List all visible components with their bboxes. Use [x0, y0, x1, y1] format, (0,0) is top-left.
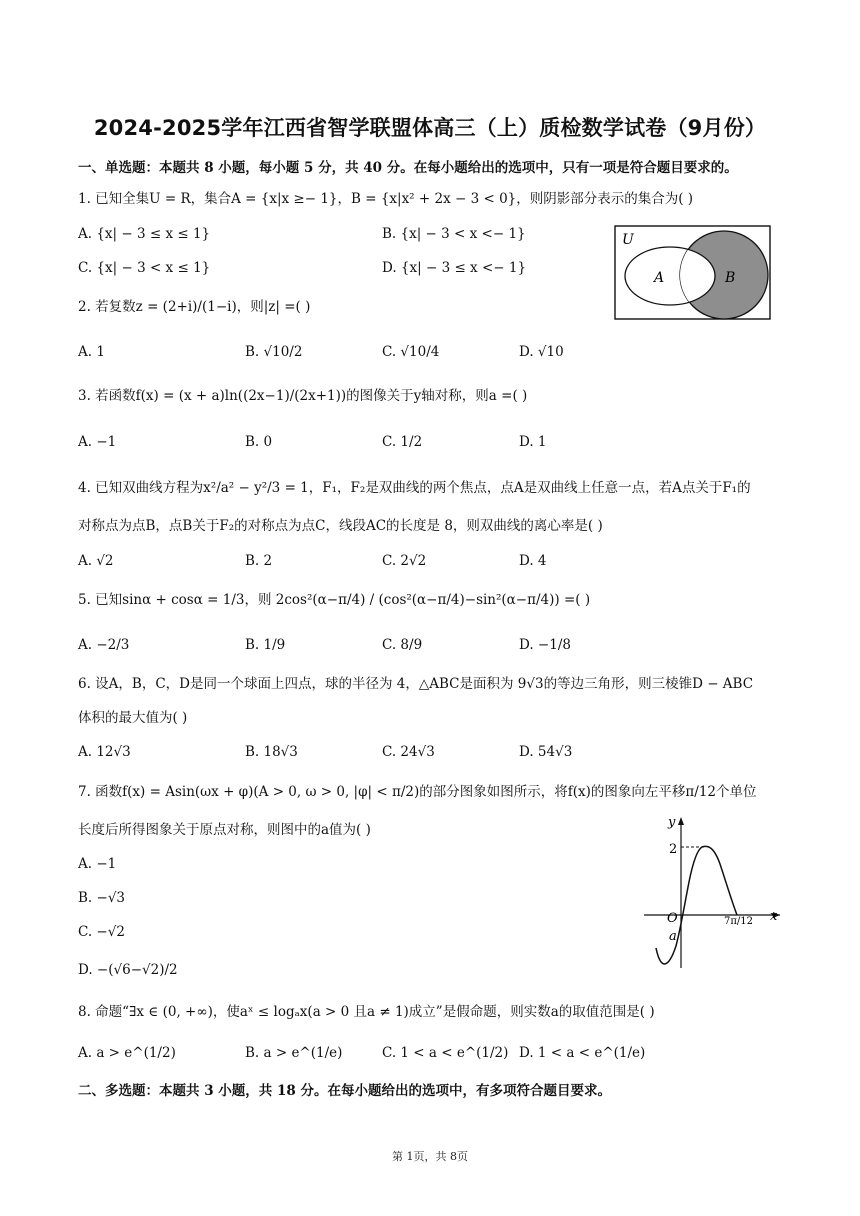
section-single-choice: 一、单选题：本题共 8 小题，每小题 5 分，共 40 分。在每小题给出的选项中，只有一项是符合题目要求的。 [78, 160, 738, 176]
question-1-option-b: B. {x| − 3 < x <− 1} [382, 226, 526, 242]
question-4-option-c: C. 2√2 [382, 553, 427, 569]
question-8-option-c: C. 1 < a < e^(1/2) [382, 1045, 509, 1061]
page-title: 2024-2025学年江西省智学联盟体高三（上）质检数学试卷（9月份） [93, 116, 767, 140]
a-label: a [669, 929, 677, 944]
question-4-option-d: D. 4 [519, 553, 547, 569]
question-2-option-a: A. 1 [78, 344, 105, 360]
question-7-stem-line-1: 7. 函数f(x) = Asin(ωx + φ)(A > 0, ω > 0, |φ| < π/2)的部分图象如图所示，将f(x)的图象向左平移π/12个单位 [78, 784, 757, 800]
venn-diagram [614, 224, 772, 322]
question-3-option-d: D. 1 [519, 434, 547, 450]
question-4-stem-line-1: 4. 已知双曲线方程为x²/a² − y²/3 = 1，F₁，F₂是双曲线的两个焦点，点A是双曲线上任意一点，若A点关于F₁的 [78, 480, 751, 496]
question-3-option-b: B. 0 [245, 434, 273, 450]
question-3-option-c: C. 1/2 [382, 434, 423, 450]
question-5-option-c: C. 8/9 [382, 637, 423, 653]
question-5-stem: 5. 已知sinα + cosα = 1/3，则 2cos²(α−π/4) / (cos²(α−π/4)−sin²(α−π/4)) =( ) [78, 592, 591, 608]
question-8-option-d: D. 1 < a < e^(1/e) [519, 1045, 646, 1061]
venn-label-u: U [622, 232, 634, 248]
question-7-option-b: B. −√3 [78, 890, 126, 906]
question-6-option-c: C. 24√3 [382, 744, 435, 760]
question-7-stem-line-2: 长度后所得图象关于原点对称，则图中的a值为( ) [78, 822, 371, 838]
y-axis-label: y [668, 815, 676, 830]
question-8-option-a: A. a > e^(1/2) [78, 1045, 176, 1061]
question-6-stem-line-1: 6. 设A，B，C，D是同一个球面上四点，球的半径为 4，△ABC是面积为 9√3的等边三角形，则三棱锥D − ABC [78, 676, 754, 692]
section-multiple-choice: 二、多选题：本题共 3 小题，共 18 分。在每小题给出的选项中，有多项符合题目要求。 [78, 1083, 611, 1099]
question-7-option-d: D. −(√6−√2)/2 [78, 962, 178, 978]
max-value-label: 2 [669, 842, 678, 857]
question-3-stem: 3. 若函数f(x) = (x + a)ln((2x−1)/(2x+1))的图像关于y轴对称，则a =( ) [78, 388, 528, 404]
question-2-option-c: C. √10/4 [382, 344, 440, 360]
x-axis-label: x [770, 909, 778, 924]
origin-label: O [667, 911, 678, 926]
question-6-option-b: B. 18√3 [245, 744, 298, 760]
venn-label-a: A [654, 270, 665, 286]
question-2-option-b: B. √10/2 [245, 344, 303, 360]
page-footer: 第 1页，共 8页 [392, 1150, 468, 1163]
question-1-option-a: A. {x| − 3 ≤ x ≤ 1} [78, 226, 211, 242]
question-5-option-d: D. −1/8 [519, 637, 571, 653]
question-2-option-d: D. √10 [519, 344, 564, 360]
question-8-stem: 8. 命题“∃x ∈ (0, +∞)，使aˣ ≤ logₐx(a > 0 且a ≠ 1)成立”是假命题，则实数a的取值范围是( ) [78, 1004, 655, 1020]
y-axis-arrow [678, 817, 684, 825]
question-7-option-c: C. −√2 [78, 924, 125, 940]
question-1-option-d: D. {x| − 3 ≤ x <− 1} [382, 260, 527, 276]
question-1-option-c: C. {x| − 3 < x ≤ 1} [78, 260, 211, 276]
question-2-stem: 2. 若复数z = (2+i)/(1−i)，则|z| =( ) [78, 299, 311, 315]
question-7-option-a: A. −1 [78, 856, 117, 872]
question-5-option-a: A. −2/3 [78, 637, 130, 653]
question-4-option-a: A. √2 [78, 553, 114, 569]
question-4-stem-line-2: 对称点为点B，点B关于F₂的对称点为点C，线段AC的长度是 8，则双曲线的离心率是( ) [78, 518, 603, 534]
question-8-option-b: B. a > e^(1/e) [245, 1045, 343, 1061]
question-1-stem: 1. 已知全集U = R，集合A = {x|x ≥− 1}，B = {x|x² + 2x − 3 < 0}，则阴影部分表示的集合为( ) [78, 191, 694, 207]
venn-label-b: B [725, 270, 736, 286]
question-6-stem-line-2: 体积的最大值为( ) [78, 710, 188, 726]
x-tick-label: 7π/12 [724, 916, 754, 927]
question-5-option-b: B. 1/9 [245, 637, 286, 653]
question-3-option-a: A. −1 [78, 434, 117, 450]
sine-graph [636, 812, 786, 972]
question-6-option-d: D. 54√3 [519, 744, 573, 760]
sine-curve [656, 846, 737, 964]
question-6-option-a: A. 12√3 [78, 744, 131, 760]
question-4-option-b: B. 2 [245, 553, 273, 569]
